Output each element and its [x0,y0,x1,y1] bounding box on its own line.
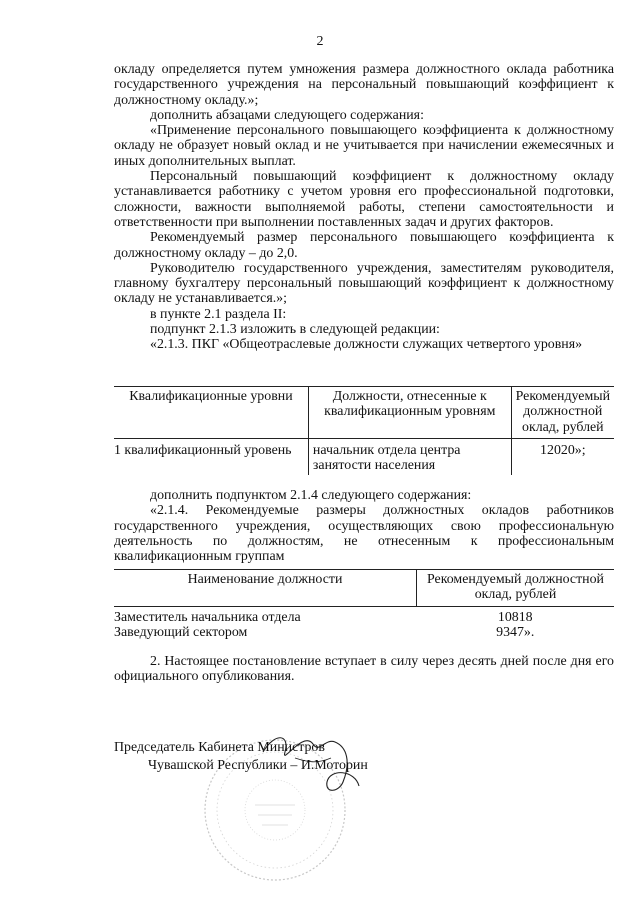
table-cell: 12020»; [540,442,586,458]
table-row [114,438,614,475]
positions-table [114,569,614,640]
body-text-top [114,62,614,353]
paragraph: 2. Настоящее постановление вступает в силу через десять дней после дня его официального опубликования. [114,654,614,685]
signatory-name: Чувашской Республики – И.Моторин [148,758,368,773]
pkg-table [114,386,614,475]
paragraph: Персональный повышающий коэффициент к должностному окладу устанавливается работнику с учетом уровня его профессиональной подготовки, сложности, важности выполняемой работы, степени самостоятельности и ответственности при выполнении поставленных задач и других факторов. [114,169,614,230]
table-cell: 9347». [496,624,535,640]
column-header: Квалификационные уровни [114,387,308,439]
table-cell: начальник отдела центра занятости населения [308,438,511,475]
signatory-title: Председатель Кабинета Министров [114,740,325,755]
paragraph: «Применение персонального повышающего коэффициента к должностному окладу не образует новый оклад и не учитывается при начислении ежемесячных и иных дополнительных выплат. [114,123,614,169]
table-header-row [114,387,614,439]
paragraph: дополнить подпунктом 2.1.4 следующего содержания: [150,488,472,503]
paragraph: дополнить абзацами следующего содержания: [150,107,424,123]
column-header: Рекомендуемый должностной оклад, рублей [515,389,610,435]
table-row [114,625,614,640]
paragraph: Руководителю государственного учреждения, заместителям руководителя, главному бухгалтеру персональный повышающий коэффициент к должностному окладу не устанавливается.»; [114,260,614,307]
paragraph: окладу определяется путем умножения размера должностного оклада работника государственного учреждения на персональный повышающий коэффициент к должностному окладу.»; [114,62,614,108]
paragraph: «2.1.3. ПКГ «Общеотраслевые должности служащих четвертого уровня» [150,337,583,353]
table-row [114,606,614,625]
table-cell: 1 квалификационный уровень [114,438,308,475]
body-text-mid [114,488,614,564]
closing-text [114,654,614,685]
column-header: Рекомендуемый должностной оклад, рублей [427,572,604,603]
paragraph: в пункте 2.1 раздела II: [150,306,287,322]
column-header: Наименование должности [114,570,417,607]
table-cell: Заведующий сектором [114,624,248,640]
column-header: Должности, отнесенные к квалификационным уровням [308,387,511,439]
paragraph: «2.1.4. Рекомендуемые размеры должностных окладов работников государственного учреждения, осуществляющих свою профессиональную деятельность по должностям, не отнесенным к профессиональным квалификационным группам [114,503,614,565]
table-cell: Заместитель начальника отдела [114,609,301,625]
paragraph: Рекомендуемый размер персонального повышающего коэффициента к должностному окладу – до 2,0. [114,230,614,261]
table-cell: 10818 [497,609,533,625]
paragraph: подпункт 2.1.3 изложить в следующей редакции: [150,322,440,338]
page-number: 2 [316,34,324,49]
table-header-row [114,570,614,607]
